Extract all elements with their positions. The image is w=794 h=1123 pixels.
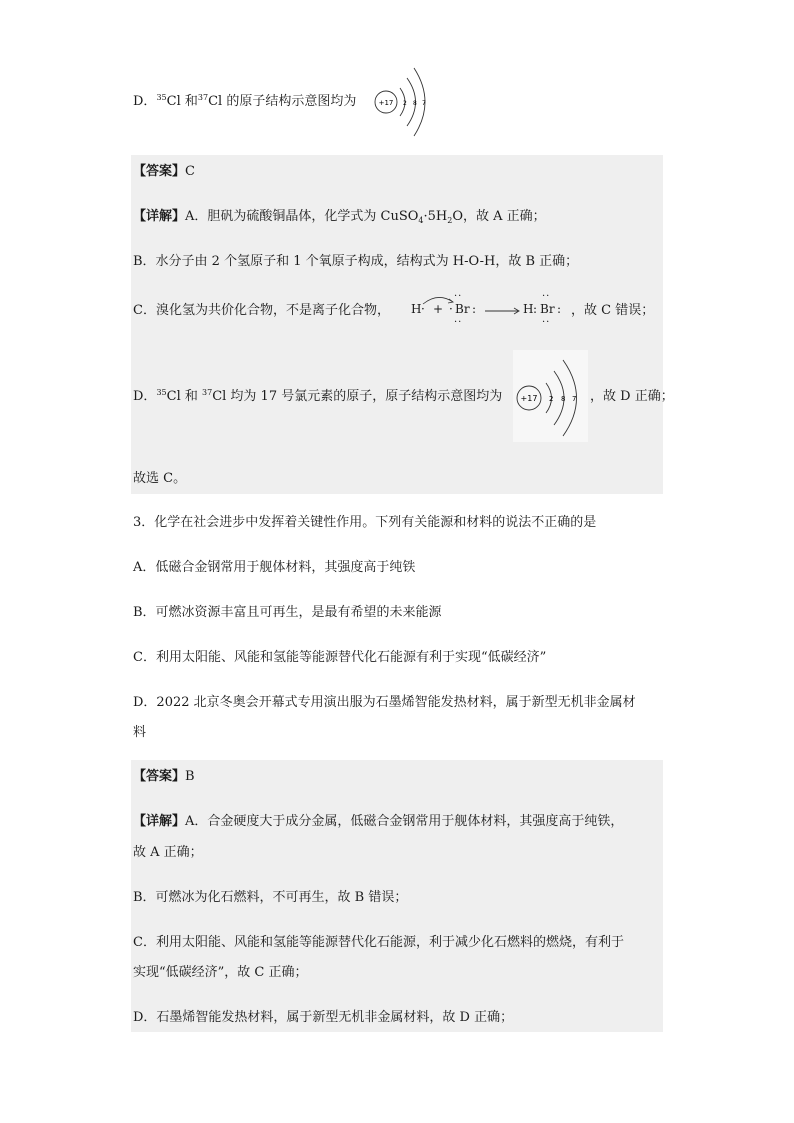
- subscript: 4: [418, 216, 424, 225]
- q3-option-c: C．利用太阳能、风能和氢能等能源替代化石能源有利于实现“低碳经济”: [133, 650, 547, 665]
- hydrogen-symbol: H: [523, 302, 534, 316]
- q3-option-d-cont: 料: [133, 725, 147, 740]
- shell-count-3: 7: [572, 395, 577, 403]
- nucleus-charge: +17: [520, 394, 538, 403]
- answer-line: [133, 162, 195, 182]
- detail-label: 【详解】: [133, 209, 186, 224]
- mass-number: 37: [197, 93, 209, 102]
- detail-line-b: B．水分子由 2 个氢原子和 1 个氧原子构成，结构式为 H-O-H，故 B 正确；: [133, 254, 579, 269]
- element-symbol: Cl: [166, 94, 181, 109]
- q3-option-b: B．可燃冰资源丰富且可再生，是最有希望的未来能源: [133, 605, 442, 620]
- electron-dot: ·: [421, 302, 425, 316]
- reaction-arrow: [485, 307, 521, 315]
- detail-line-d-end: ，故 D 正确；: [590, 389, 674, 404]
- shell-count-2: 8: [413, 100, 417, 107]
- answer-line: [133, 767, 195, 787]
- answer-value: B: [185, 769, 195, 784]
- answer-value: C: [185, 164, 195, 179]
- plus-sign: +: [433, 302, 444, 316]
- bromine-symbol: Br: [455, 302, 470, 316]
- detail-line-c: C．利用太阳能、风能和氢能等能源替代化石能源，利于减少化石燃料的燃烧，有利于: [133, 935, 624, 950]
- q3-option-a: A．低磁合金钢常用于舰体材料，其强度高于纯铁: [133, 560, 416, 575]
- lone-pair-right: :: [472, 302, 477, 316]
- element-symbol: Cl: [166, 389, 181, 404]
- conjunction: 和: [180, 389, 202, 404]
- element-symbol: Cl: [212, 389, 227, 404]
- detail-line-d: [133, 387, 502, 407]
- detail-text: D．: [133, 389, 157, 404]
- detail-text: ·5H: [423, 209, 448, 224]
- detail-line-a-cont: 故 A 正确；: [133, 845, 203, 860]
- answer-block-q2: [131, 155, 663, 494]
- conjunction: 和: [184, 94, 198, 109]
- conclusion-line: 故选 C。: [133, 471, 187, 486]
- mass-number: 35: [156, 93, 167, 102]
- mass-number: 35: [156, 388, 167, 397]
- q3-option-d: D．2022 北京冬奥会开幕式专用演出服为石墨烯智能发热材料，属于新型无机非金属材: [133, 695, 636, 710]
- nucleus-charge: +17: [378, 99, 394, 107]
- option-text: 的原子结构示意图均为: [226, 94, 357, 109]
- detail-text: A．合金硬度大于成分金属，低磁合金钢常用于舰体材料，其强度高于纯铁，: [185, 814, 624, 829]
- atom-structure-diagram-detail: [514, 358, 588, 438]
- detail-text: C．溴化氢为共价化合物，不是离子化合物，: [133, 303, 390, 318]
- shell-count-3: 7: [422, 100, 426, 107]
- detail-line-d: D．石墨烯智能发热材料，属于新型无机非金属材料，故 D 正确；: [133, 1010, 514, 1025]
- answer-label: 【答案】: [133, 769, 186, 784]
- atom-structure-diagram: [372, 66, 434, 138]
- bromine-symbol: Br: [540, 302, 555, 316]
- shell-count-2: 8: [561, 395, 566, 403]
- detail-line-c-end: ，故 C 错误；: [571, 303, 655, 318]
- detail-text: 均为 17 号氯元素的原子，原子结构示意图均为: [226, 389, 503, 404]
- lone-pair-bottom: ··: [454, 317, 463, 328]
- detail-line-c-cont: 实现“低碳经济”，故 C 正确；: [133, 965, 308, 980]
- question-3-stem: 3．化学在社会进步中发挥着关键性作用。下列有关能源和材料的说法不正确的是: [133, 515, 597, 530]
- detail-label: 【详解】: [133, 814, 186, 829]
- detail-line-c: [133, 301, 390, 321]
- hydrogen-symbol: H: [411, 302, 422, 316]
- q2-option-d: [133, 92, 356, 112]
- detail-text: A．胆矾为硫酸铜晶体，化学式为 CuSO: [185, 209, 419, 224]
- lone-pair-bottom: ··: [542, 317, 551, 328]
- detail-line-a: [133, 812, 623, 832]
- shell-count-1: 2: [403, 100, 407, 107]
- electron-dot: ·: [449, 302, 453, 316]
- mass-number: 37: [202, 388, 213, 397]
- lone-pair-right: :: [557, 302, 562, 316]
- subscript: 2: [447, 216, 453, 225]
- shared-pair: :: [533, 302, 538, 316]
- answer-label: 【答案】: [133, 164, 186, 179]
- shell-count-1: 2: [549, 395, 554, 403]
- lone-pair-top: ··: [454, 291, 463, 302]
- lone-pair-top: ··: [542, 291, 551, 302]
- detail-text: O，故 A 正确；: [452, 209, 546, 224]
- detail-line-b: B．可燃冰为化石燃料，不可再生，故 B 错误；: [133, 890, 408, 905]
- option-prefix: D．: [133, 94, 157, 109]
- detail-line-a: [133, 207, 546, 227]
- element-symbol: Cl: [208, 94, 223, 109]
- lewis-formation: [409, 290, 575, 330]
